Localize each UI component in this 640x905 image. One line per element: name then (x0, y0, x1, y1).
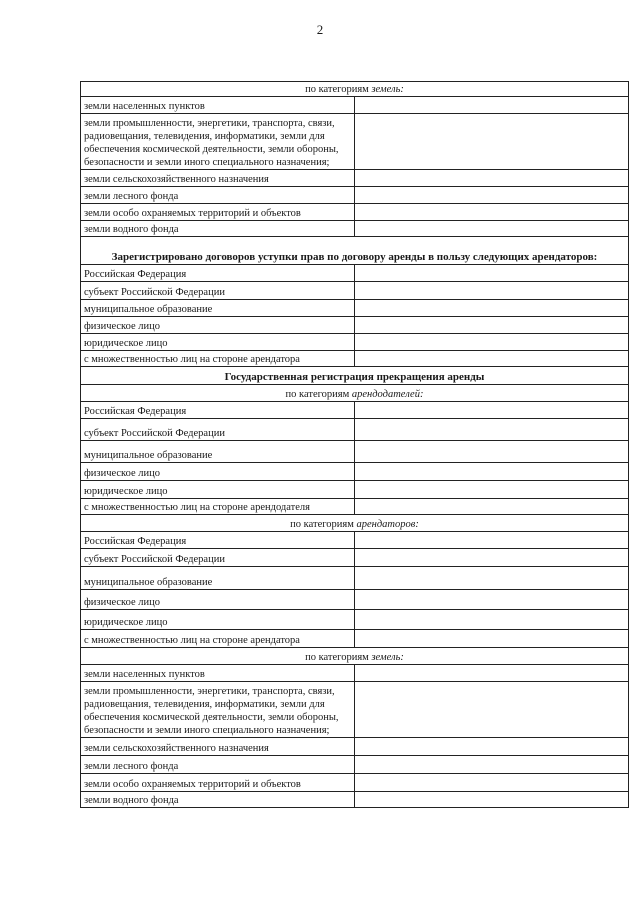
value-cell (355, 774, 629, 792)
value-cell (355, 282, 629, 300)
value-cell (355, 204, 629, 221)
value-cell (355, 481, 629, 499)
value-cell (355, 187, 629, 204)
value-cell (355, 419, 629, 441)
row-label: земли лесного фонда (81, 756, 355, 774)
row-label: юридическое лицо (81, 481, 355, 499)
row-label: земли водного фонда (81, 792, 355, 808)
value-cell (355, 97, 629, 114)
category-emphasis: земель: (371, 84, 404, 95)
row-label: субъект Российской Федерации (81, 282, 355, 300)
category-emphasis: земель: (371, 652, 404, 663)
value-cell (355, 590, 629, 610)
row-label: физическое лицо (81, 590, 355, 610)
value-cell (355, 549, 629, 567)
value-cell (355, 665, 629, 682)
row-label: физическое лицо (81, 317, 355, 334)
row-label: Российская Федерация (81, 532, 355, 549)
category-label: по категориям (305, 652, 369, 663)
value-cell (355, 265, 629, 282)
row-label: юридическое лицо (81, 334, 355, 351)
row-label: земли населенных пунктов (81, 97, 355, 114)
value-cell (355, 463, 629, 481)
value-cell (355, 170, 629, 187)
row-label: земли особо охраняемых территорий и объектов (81, 204, 355, 221)
value-cell (355, 317, 629, 334)
row-label: Российская Федерация (81, 265, 355, 282)
row-label: субъект Российской Федерации (81, 419, 355, 441)
category-header-lands (81, 82, 629, 97)
row-label: земли сельскохозяйственного назначения (81, 738, 355, 756)
value-cell (355, 630, 629, 648)
row-label: земли населенных пунктов (81, 665, 355, 682)
value-cell (355, 792, 629, 808)
category-emphasis: арендаторов: (356, 519, 419, 530)
value-cell (355, 610, 629, 630)
row-label: с множественностью лиц на стороне арендатора (81, 351, 355, 367)
row-label: субъект Российской Федерации (81, 549, 355, 567)
value-cell (355, 441, 629, 463)
value-cell (355, 221, 629, 237)
value-cell (355, 300, 629, 317)
row-label: земли сельскохозяйственного назначения (81, 170, 355, 187)
value-cell (355, 334, 629, 351)
value-cell (355, 756, 629, 774)
row-label: муниципальное образование (81, 441, 355, 463)
value-cell (355, 402, 629, 419)
section-title-assignment: Зарегистрировано договоров уступки прав по договору аренды в пользу следующих арендаторов: (81, 237, 629, 265)
section-title-termination: Государственная регистрация прекращения аренды (81, 367, 629, 385)
row-label: земли промышленности, энергетики, транспорта, связи, радиовещания, телевидения, информатики, земли для обеспечения космической деятельности, земли обороны, безопасности и земли иного специального назначения; (81, 114, 355, 170)
row-label: муниципальное образование (81, 567, 355, 590)
row-label: земли особо охраняемых территорий и объектов (81, 774, 355, 792)
land-registration-table (80, 81, 629, 808)
category-header-lands (81, 648, 629, 665)
row-label: с множественностью лиц на стороне арендодателя (81, 499, 355, 515)
row-label: юридическое лицо (81, 610, 355, 630)
value-cell (355, 682, 629, 738)
category-header-lessors (81, 385, 629, 402)
row-label: земли промышленности, энергетики, транспорта, связи, радиовещания, телевидения, информатики, земли для обеспечения космической деятельности, земли обороны, безопасности и земли иного специального назначения; (81, 682, 355, 738)
row-label: земли лесного фонда (81, 187, 355, 204)
category-emphasis: арендодателей: (351, 389, 424, 400)
category-label: по категориям (285, 389, 350, 400)
row-label: муниципальное образование (81, 300, 355, 317)
value-cell (355, 351, 629, 367)
value-cell (355, 532, 629, 549)
category-header-lessees (81, 515, 629, 532)
category-label: по категориям (305, 84, 369, 95)
row-label: физическое лицо (81, 463, 355, 481)
value-cell (355, 567, 629, 590)
value-cell (355, 738, 629, 756)
value-cell (355, 114, 629, 170)
category-label: по категориям (290, 519, 354, 530)
row-label: с множественностью лиц на стороне арендатора (81, 630, 355, 648)
row-label: земли водного фонда (81, 221, 355, 237)
row-label: Российская Федерация (81, 402, 355, 419)
page-number: 2 (316, 22, 324, 37)
value-cell (355, 499, 629, 515)
